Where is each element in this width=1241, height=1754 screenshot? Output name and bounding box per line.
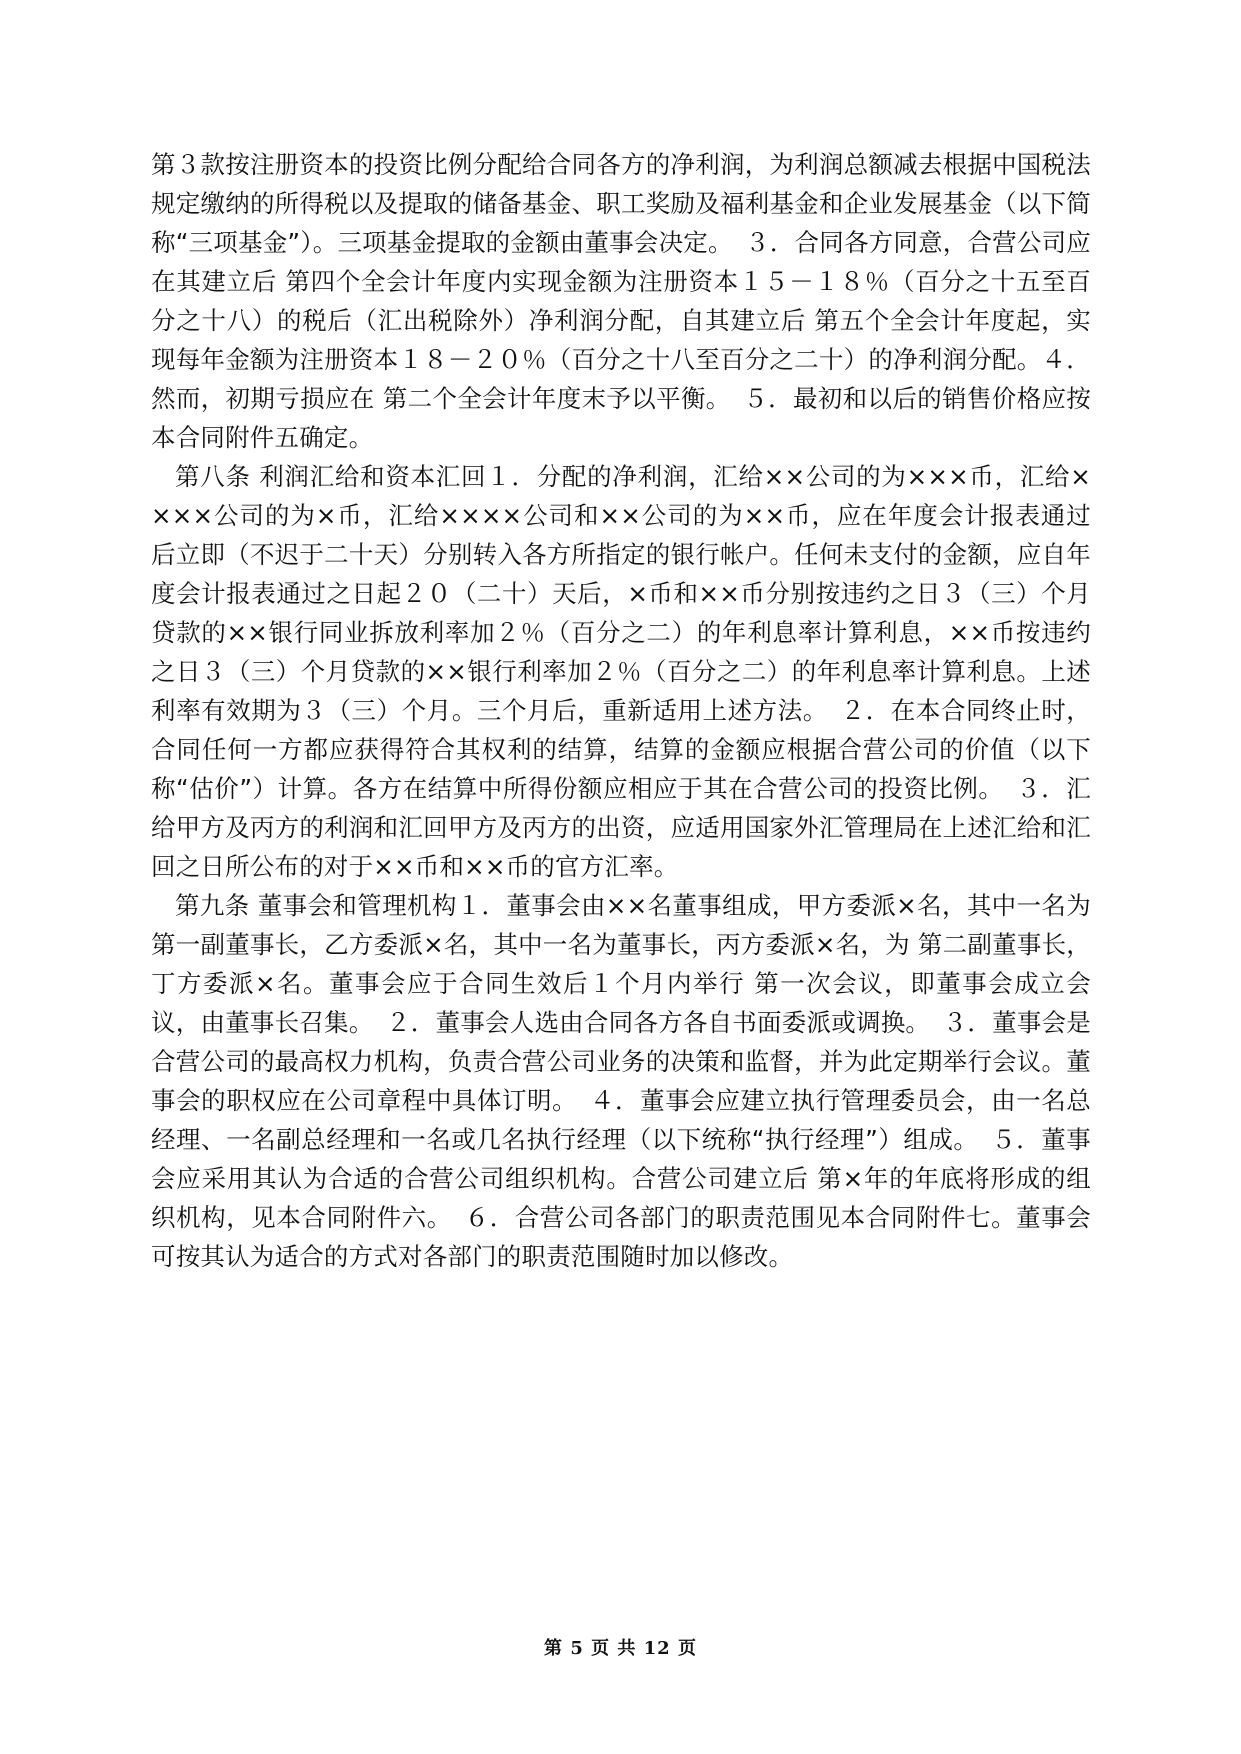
paragraph-article-8: 第八条 利润汇给和资本汇回１．分配的净利润，汇给××公司的为×××币，汇给××××公司的为×币，汇给××××公司和××公司的为××币，应在年度会计报表通过后立即（不迟于二十天）分别转入各方所指定的银行帐户。任何未支付的金额，应自年度会计报表通过之日起２０（二十）天后，×币和××币分别按违约之日３（三）个月贷款的××银行同业拆放利率加２％（百分之二）的年利息率计算利息，××币按违约之日３（三）个月贷款的××银行利率加２％（百分之二）的年利息率计算利息。上述利率有效期为３（三）个月。三个月后，重新适用上述方法。 ２．在本合同终止时，合同任何一方都应获得符合其权利的结算，结算的金额应根据合营公司的价值（以下称“估价”）计算。各方在结算中所得份额应相应于其在合营公司的投资比例。 ３．汇给甲方及丙方的利润和汇回甲方及丙方的出资，应适用国家外汇管理局在上述汇给和汇回之日所公布的对于××币和××币的官方汇率。	[151, 462, 1091, 881]
page-footer	[0, 1634, 1241, 1660]
paragraph-article-9: 第九条 董事会和管理机构１．董事会由××名董事组成，甲方委派×名，其中一名为 第一副董事长，乙方委派×名，其中一名为董事长，丙方委派×名，为 第二副董事长，丁方委派×名。董事会应于合同生效后１个月内举行 第一次会议，即董事会成立会议，由董事长召集。 ２．董事会人选由合同各方各自书面委派或调换。 ３．董事会是合营公司的最高权力机构，负责合营公司业务的决策和监督，并为此定期举行会议。董事会的职权应在公司章程中具体订明。 ４．董事会应建立执行管理委员会，由一名总经理、一名副总经理和一名或几名执行经理（以下统称“执行经理”）组成。 ５．董事会应采用其认为合适的合营公司组织机构。合营公司建立后 第×年的年底将形成的组织机构，见本合同附件六。 ６．合营公司各部门的职责范围见本合同附件七。董事会可按其认为适合的方式对各部门的职责范围随时加以修改。	[151, 891, 1091, 1271]
document-body	[151, 145, 1091, 1276]
paragraph-profit-distribution: 第３款按注册资本的投资比例分配给合同各方的净利润，为利润总额减去根据中国税法规定缴纳的所得税以及提取的储备基金、职工奖励及福利基金和企业发展基金（以下简称“三项基金”）。三项基金提取的金额由董事会决定。 ３．合同各方同意，合营公司应在其建立后 第四个全会计年度内实现金额为注册资本１５－１８％（百分之十五至百分之十八）的税后（汇出税除外）净利润分配，自其建立后 第五个全会计年度起，实现每年金额为注册资本１８－２０％（百分之十八至百分之二十）的净利润分配。４．然而，初期亏损应在 第二个全会计年度末予以平衡。 ５．最初和以后的销售价格应按本合同附件五确定。	[151, 150, 1091, 452]
page-number: 第 5 页 共 12 页	[544, 1638, 697, 1659]
